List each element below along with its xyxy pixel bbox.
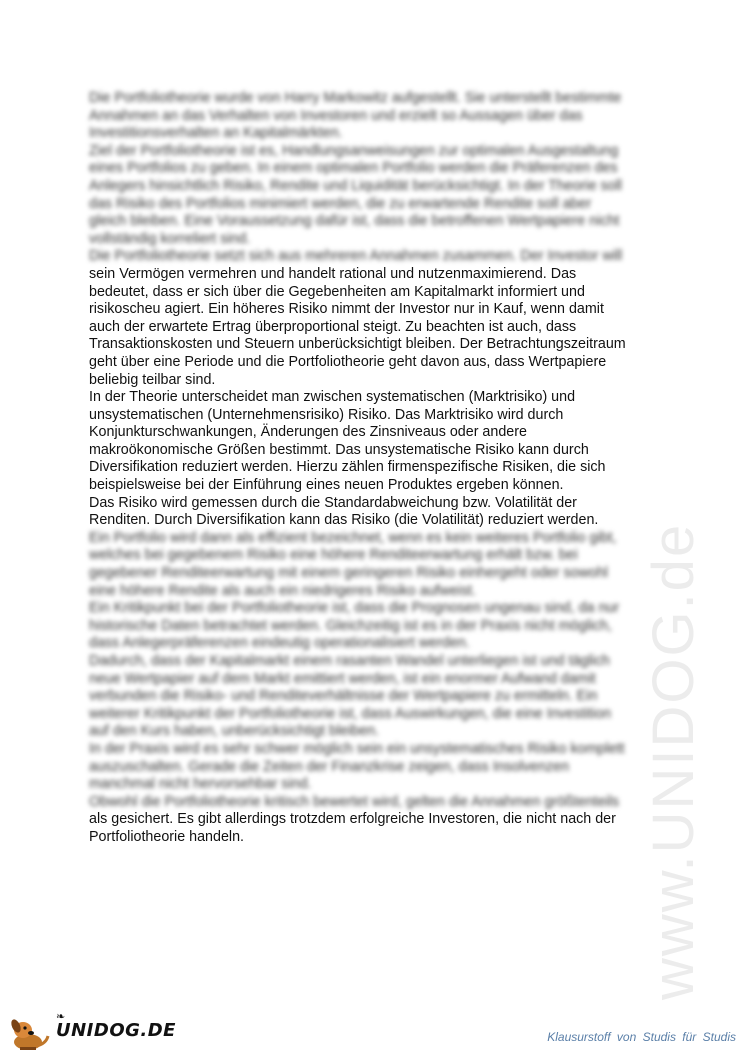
dog-mascot-icon [6,1012,52,1052]
text-line: sein Vermögen vermehren und handelt rational und nutzenmaximierend. Das [89,265,577,282]
watermark: www.UNIDOG.de [641,522,706,1000]
blurred-text-line: das Risiko des Portfolios minimiert werden, die zu erwartende Rendite soll aber [89,195,592,212]
logo-text: UNIDOG.DE [56,1020,176,1041]
blurred-text-line: vollständig korreliert sind. [89,230,251,247]
document-body [89,90,659,847]
blurred-text-line: auszuschalten. Gerade die Zeiten der Finanzkrise zeigen, dass Insolvenzen [89,758,570,775]
blurred-text-line: Dadurch, dass der Kapitalmarkt einem rasanten Wandel unterliegen ist und täglich [89,653,610,669]
paw-icon: ❧ [56,1011,66,1023]
unidog-logo[interactable] [6,1011,176,1052]
blurred-text-line: Obwohl die Portfoliotheorie kritisch bewertet wird, gelten die Annahmen größtenteils [89,793,620,810]
blurred-text-line: eines Portfolios zu geben. In einem optimalen Portfolio werden die Präferenzen des [89,160,618,177]
blurred-text-line: auf den Kurs haben, unberücksichtigt bleiben. [89,723,380,740]
blurred-text-line: verbunden die Risiko- und Renditeverhältnisse der Wertpapiere zu ermitteln. Ein [89,688,598,705]
text-line: beispielsweise bei der Einführung eines neuen Produktes ergeben können. [89,477,564,494]
blurred-middle [89,530,659,812]
text-line: unsystematischen (Unternehmensrisiko) Risiko. Das Marktrisiko wird durch [89,406,564,423]
text-line: geht über eine Periode und die Portfoliotheorie geht davon aus, dass Wertpapiere [89,353,607,370]
blurred-text-line: gleich bleiben. Eine Voraussetzung dafür ist, dass die betroffenen Wertpapiere nicht [89,213,620,230]
blurred-text-line: manchmal nicht hervorsehbar sind. [89,776,312,793]
blurred-intro [89,90,659,266]
blurred-text-line: welches bei gegebenem Risiko eine höhere Renditeerwartung erhält bzw. bei [89,547,578,564]
blurred-text-line: Investitionsverhalten an Kapitalmärkten. [89,125,343,142]
closing-text [89,811,659,846]
text-line: Transaktionskosten und Steuern unberücksichtigt bleiben. Der Betrachtungszeitraum [89,336,626,353]
text-line: beliebig teilbar sind. [89,371,216,388]
blurred-text-line: Die Portfoliotheorie setzt sich aus mehreren Annahmen zusammen. Der Investor will [89,248,623,265]
blurred-text-line: historische Daten betrachtet werden. Gleichzeitig ist es in der Praxis nicht möglich, [89,617,612,634]
blurred-text-line: Ein Portfolio wird dann als effizient bezeichnet, wenn es kein weiteres Portfolio gibt, [89,529,617,546]
text-line: auch der erwartete Ertrag überproportional steigt. Zu beachten ist auch, dass [89,318,577,335]
text-line: Renditen. Durch Diversifikation kann das Risiko (die Volatilität) reduziert werden. [89,512,599,529]
blurred-text-line: Ziel der Portfoliotheorie ist es, Handlungsanweisungen zur optimalen Ausgestaltung [89,142,619,159]
blurred-text-line: Annahmen an das Verhalten von Investoren und erzielt so Aussagen über das [89,107,583,124]
blurred-text-line: dass Anlegerpräferenzen eindeutig operationalisiert werden. [89,635,470,652]
text-line: makroökonomische Größen bestimmt. Das unsystematische Risiko kann durch [89,441,589,458]
text-line: als gesichert. Es gibt allerdings trotzdem erfolgreiche Investoren, die nicht nach der [89,811,616,828]
visible-text [89,266,659,530]
text-line: Konjunkturschwankungen, Änderungen des Zinsniveaus oder andere [89,424,527,441]
blurred-text-line: eine höhere Rendite als auch ein niedrigeres Risiko aufweist. [89,582,477,599]
blurred-text-line: In der Praxis wird es sehr schwer möglich sein ein unsystematisches Risiko komplett [89,740,625,757]
text-line: Diversifikation reduziert werden. Hierzu zählen firmenspezifische Risiken, die sich [89,459,606,476]
footer-tagline: Klausurstoff von Studis für Studis [547,1030,736,1044]
blurred-text-line: gegebener Renditeerwartung mit einem geringeren Risiko einhergeht oder sowohl [89,565,608,582]
text-line: Das Risiko wird gemessen durch die Standardabweichung bzw. Volatilität der [89,494,577,511]
text-line: In der Theorie unterscheidet man zwischen systematischen (Marktrisiko) und [89,389,576,406]
text-line: risikoscheu agiert. Ein höheres Risiko nimmt der Investor nur in Kauf, wenn damit [89,301,604,318]
text-line: bedeutet, dass er sich über die Gegebenheiten am Kapitalmarkt informiert und [89,283,585,300]
blurred-text-line: weiterer Kritikpunkt der Portfoliotheorie ist, dass Auswirkungen, die eine Investition [89,705,612,722]
blurred-text-line: neue Wertpapier auf dem Markt emittiert werden, ist ein enormer Aufwand damit [89,670,596,687]
blurred-text-line: Die Portfoliotheorie wurde von Harry Markowitz aufgestellt. Sie unterstellt bestimmte [89,90,622,106]
text-line: Portfoliotheorie handeln. [89,828,244,845]
blurred-text-line: Anlegers hinsichtlich Risiko, Rendite und Liquidität berücksichtigt. In der Theorie soll [89,177,622,194]
blurred-text-line: Ein Kritikpunkt bei der Portfoliotheorie ist, dass die Prognosen ungenau sind, da nur [89,600,620,617]
